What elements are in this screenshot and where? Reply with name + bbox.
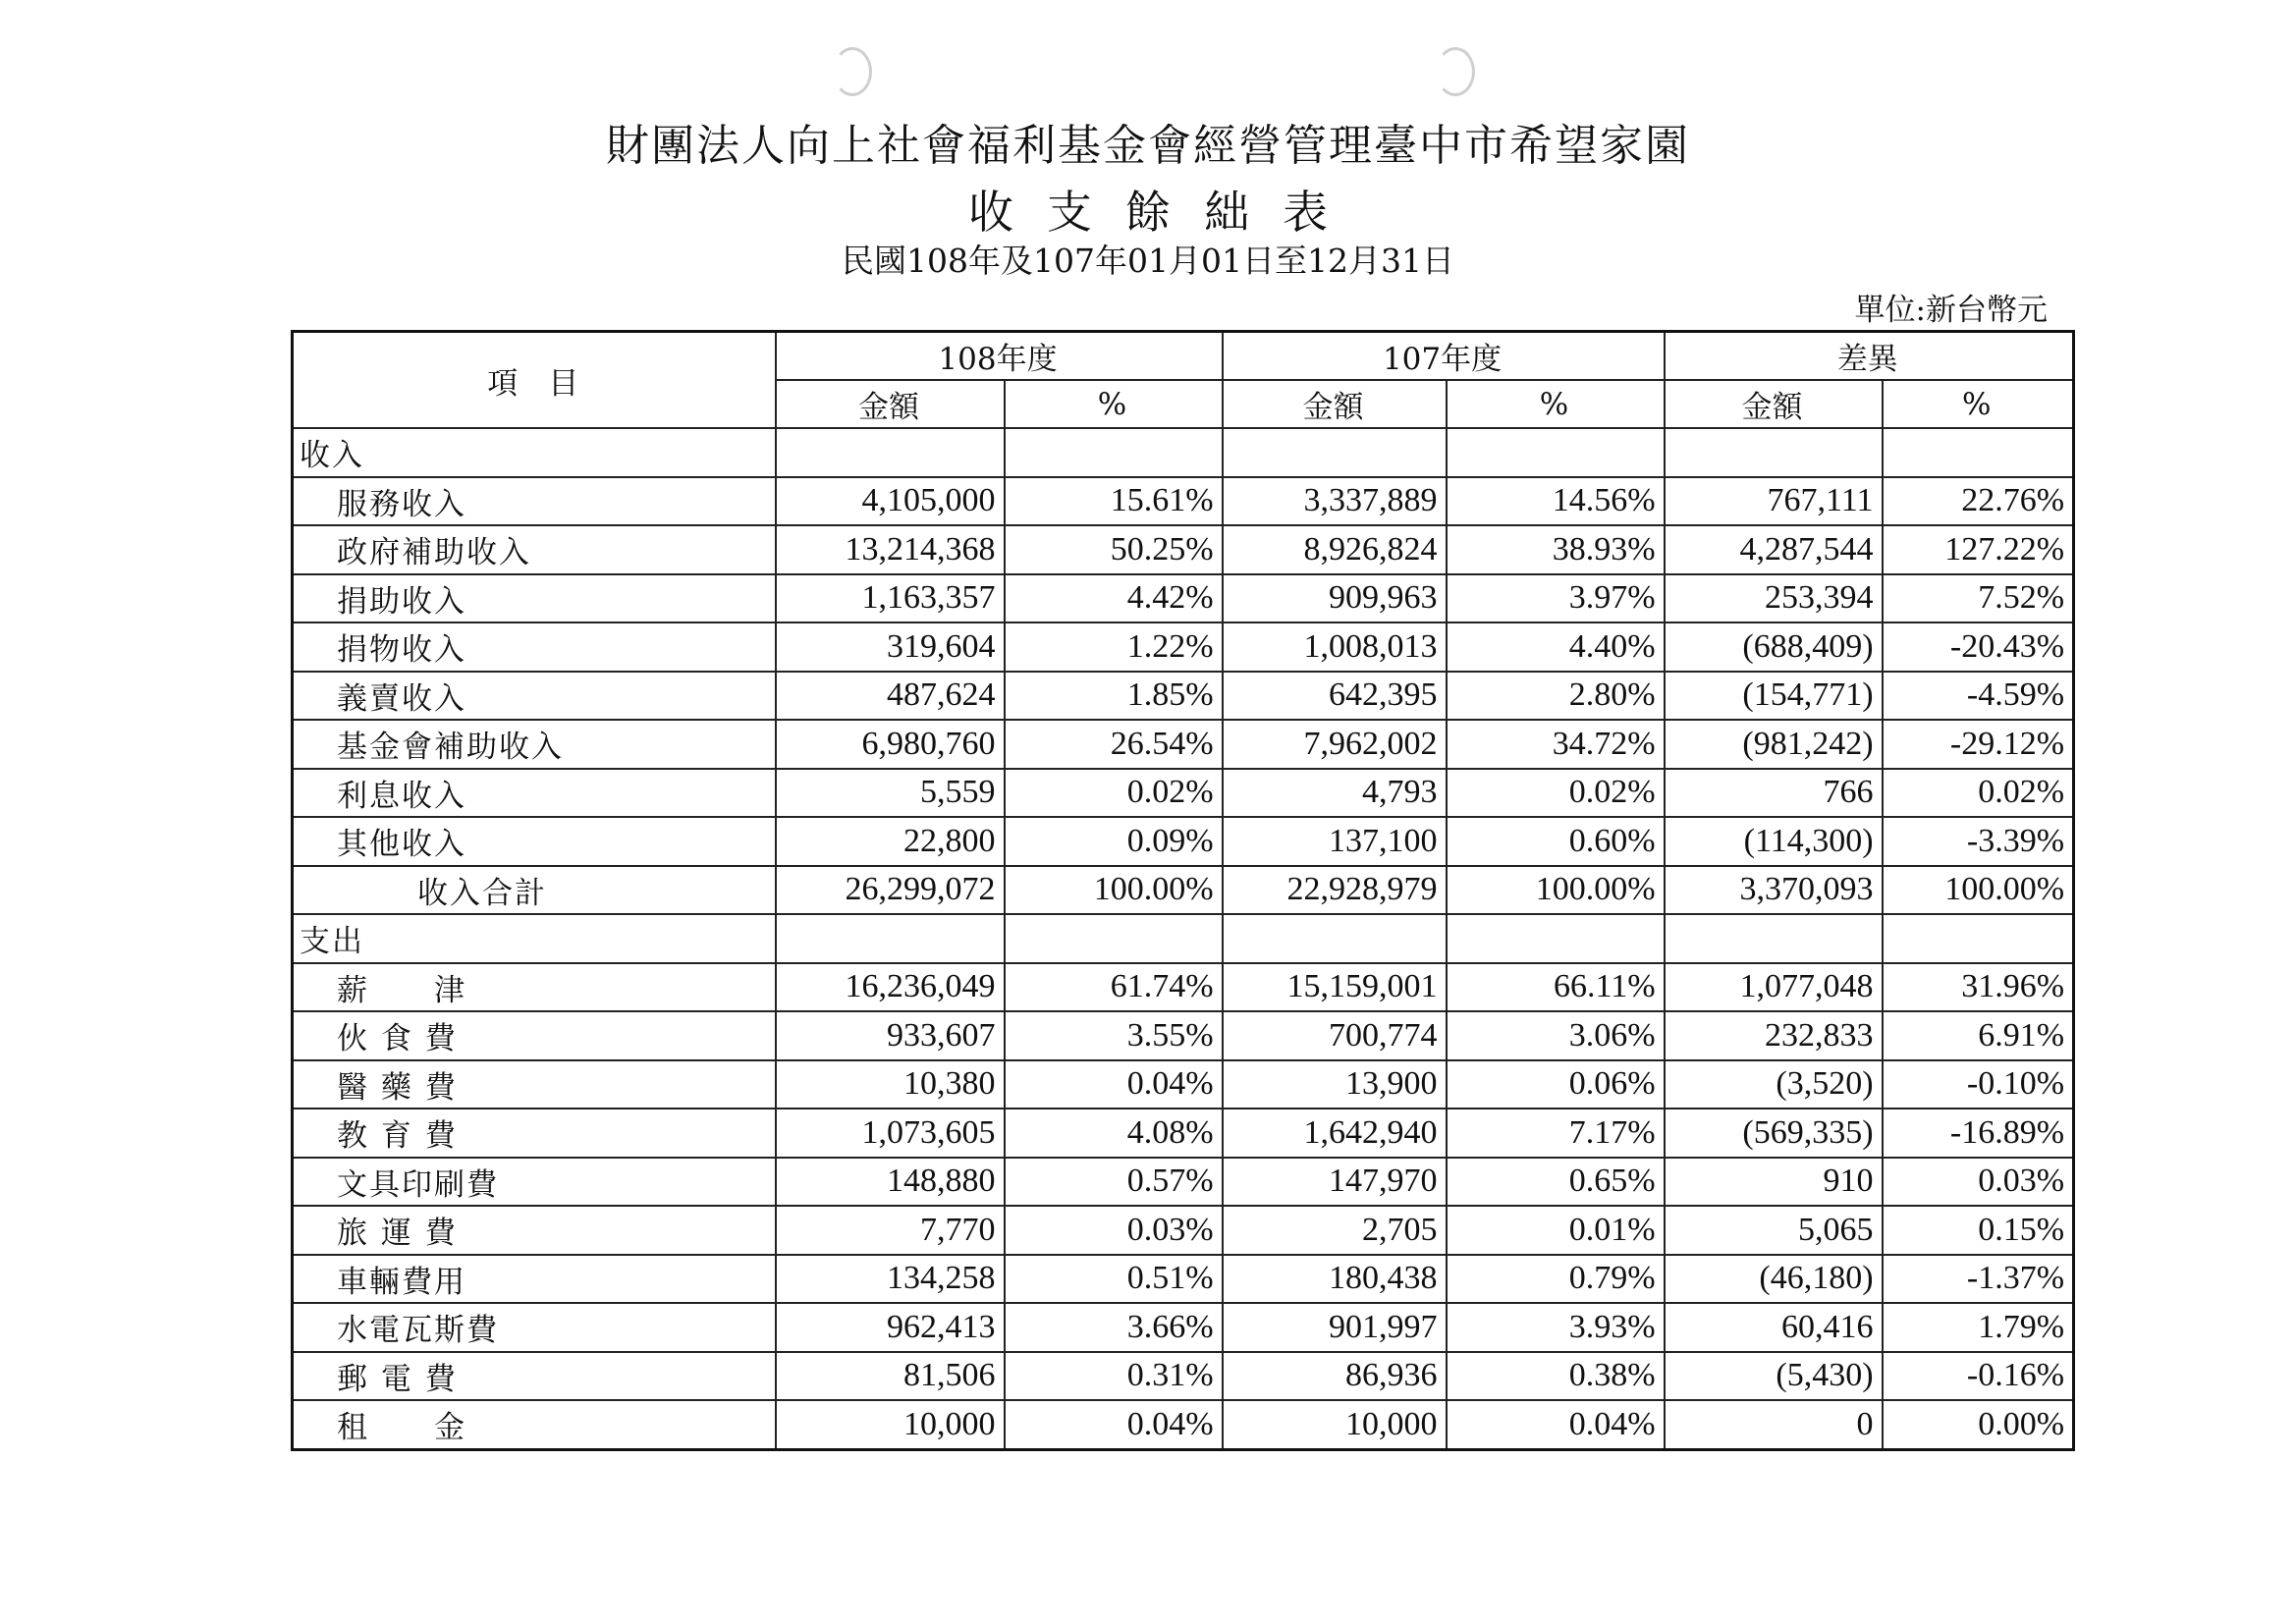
cell-amount-difference: 4,287,544 [1665, 525, 1883, 574]
cell-percent-108: 0.09% [1005, 817, 1223, 866]
cell-percent-107: 2.80% [1447, 672, 1665, 721]
cell-amount-107: 1,642,940 [1223, 1109, 1447, 1158]
cell-percent-108: 100.00% [1005, 866, 1223, 915]
cell-amount-difference: (114,300) [1665, 817, 1883, 866]
cell-amount-108: 10,380 [776, 1060, 1005, 1109]
row-label: 醫 藥 費 [293, 1060, 776, 1109]
section-row [293, 428, 2074, 477]
cell-percent-108: 0.02% [1005, 769, 1223, 818]
table-row [293, 1158, 2074, 1207]
cell-amount-difference: (154,771) [1665, 672, 1883, 721]
cell-percent-107: 0.60% [1447, 817, 1665, 866]
row-label: 教 育 費 [293, 1109, 776, 1158]
cell-amount-difference [1665, 428, 1883, 477]
table-row [293, 1255, 2074, 1304]
cell-amount-108: 319,604 [776, 622, 1005, 672]
cell-amount-difference: 767,111 [1665, 477, 1883, 526]
cell-amount-difference: (569,335) [1665, 1109, 1883, 1158]
cell-amount-108 [776, 914, 1005, 963]
organization-title: 財團法人向上社會福利基金會經營管理臺中市希望家園 [606, 121, 1690, 171]
cell-percent-107: 7.17% [1447, 1109, 1665, 1158]
cell-amount-107: 909,963 [1223, 574, 1447, 623]
cell-amount-107: 4,793 [1223, 769, 1447, 818]
cell-amount-108: 487,624 [776, 672, 1005, 721]
cell-amount-difference: 5,065 [1665, 1206, 1883, 1255]
row-label: 文具印刷費 [293, 1158, 776, 1207]
section-row [293, 914, 2074, 963]
cell-amount-108: 7,770 [776, 1206, 1005, 1255]
cell-amount-difference: (688,409) [1665, 622, 1883, 672]
cell-percent-difference: 1.79% [1883, 1303, 2074, 1352]
cell-amount-difference: 910 [1665, 1158, 1883, 1207]
cell-amount-107: 15,159,001 [1223, 963, 1447, 1012]
table-row [293, 1352, 2074, 1401]
cell-amount-108: 26,299,072 [776, 866, 1005, 915]
cell-amount-107 [1223, 914, 1447, 963]
cell-amount-108: 5,559 [776, 769, 1005, 818]
cell-percent-difference: 0.03% [1883, 1158, 2074, 1207]
cell-percent-107: 3.97% [1447, 574, 1665, 623]
cell-percent-107: 4.40% [1447, 622, 1665, 672]
cell-percent-difference: 0.00% [1883, 1400, 2074, 1449]
cell-percent-107: 0.01% [1447, 1206, 1665, 1255]
table-row [293, 574, 2074, 623]
cell-amount-108: 1,073,605 [776, 1109, 1005, 1158]
cell-percent-108: 1.85% [1005, 672, 1223, 721]
cell-amount-108: 148,880 [776, 1158, 1005, 1207]
group-header-107: 107年度 [1223, 332, 1665, 381]
cell-percent-difference: -0.10% [1883, 1060, 2074, 1109]
cell-percent-108: 50.25% [1005, 525, 1223, 574]
cell-percent-difference: -4.59% [1883, 672, 2074, 721]
punch-hole-right [1436, 47, 1475, 96]
cell-percent-108: 0.04% [1005, 1060, 1223, 1109]
table-row [293, 769, 2074, 818]
cell-amount-difference: (5,430) [1665, 1352, 1883, 1401]
cell-amount-108: 1,163,357 [776, 574, 1005, 623]
document-title: 收支餘絀表 [968, 186, 1361, 239]
row-label: 義賣收入 [293, 672, 776, 721]
cell-percent-108: 0.03% [1005, 1206, 1223, 1255]
cell-amount-difference: (981,242) [1665, 720, 1883, 769]
cell-percent-difference: 0.15% [1883, 1206, 2074, 1255]
cell-amount-107: 13,900 [1223, 1060, 1447, 1109]
cell-amount-107: 3,337,889 [1223, 477, 1447, 526]
cell-amount-107: 2,705 [1223, 1206, 1447, 1255]
cell-amount-108: 13,214,368 [776, 525, 1005, 574]
cell-percent-107 [1447, 914, 1665, 963]
cell-percent-108: 0.51% [1005, 1255, 1223, 1304]
cell-percent-107: 0.38% [1447, 1352, 1665, 1401]
row-label: 其他收入 [293, 817, 776, 866]
currency-unit: 單位:新台幣元 [1854, 293, 2048, 328]
cell-percent-difference: -1.37% [1883, 1255, 2074, 1304]
cell-amount-107: 1,008,013 [1223, 622, 1447, 672]
row-label: 基金會補助收入 [293, 720, 776, 769]
table-row [293, 1060, 2074, 1109]
table-row [293, 1206, 2074, 1255]
cell-amount-107: 137,100 [1223, 817, 1447, 866]
cell-percent-108: 15.61% [1005, 477, 1223, 526]
cell-percent-107: 0.06% [1447, 1060, 1665, 1109]
cell-amount-108: 962,413 [776, 1303, 1005, 1352]
table-row [293, 1303, 2074, 1352]
cell-percent-108: 3.55% [1005, 1011, 1223, 1060]
cell-amount-108: 16,236,049 [776, 963, 1005, 1012]
cell-percent-difference: 6.91% [1883, 1011, 2074, 1060]
cell-percent-difference: 127.22% [1883, 525, 2074, 574]
row-label: 車輛費用 [293, 1255, 776, 1304]
cell-amount-107: 7,962,002 [1223, 720, 1447, 769]
table-row [293, 817, 2074, 866]
cell-percent-107: 66.11% [1447, 963, 1665, 1012]
cell-percent-difference: 31.96% [1883, 963, 2074, 1012]
cell-percent-difference [1883, 428, 2074, 477]
cell-percent-108 [1005, 914, 1223, 963]
cell-amount-107: 642,395 [1223, 672, 1447, 721]
cell-percent-107: 14.56% [1447, 477, 1665, 526]
cell-percent-difference: 22.76% [1883, 477, 2074, 526]
row-label: 利息收入 [293, 769, 776, 818]
table-row [293, 1011, 2074, 1060]
cell-percent-difference [1883, 914, 2074, 963]
total-row [293, 866, 2074, 915]
reporting-period: 民國108年及107年01月01日至12月31日 [842, 242, 1454, 280]
cell-percent-108: 4.08% [1005, 1109, 1223, 1158]
sub-header-amount: 金額 [776, 380, 1005, 428]
cell-percent-108 [1005, 428, 1223, 477]
cell-percent-107: 0.02% [1447, 769, 1665, 818]
row-label: 服務收入 [293, 477, 776, 526]
income-statement-table [291, 330, 2075, 1451]
cell-percent-107: 0.79% [1447, 1255, 1665, 1304]
cell-percent-difference: -29.12% [1883, 720, 2074, 769]
row-label: 伙 食 費 [293, 1011, 776, 1060]
row-label: 捐助收入 [293, 574, 776, 623]
header-row-groups [293, 332, 2074, 381]
cell-amount-difference: 232,833 [1665, 1011, 1883, 1060]
sub-header-percent: % [1005, 380, 1223, 428]
row-label: 收入合計 [293, 866, 776, 915]
cell-amount-difference: 253,394 [1665, 574, 1883, 623]
cell-amount-107 [1223, 428, 1447, 477]
cell-amount-108: 933,607 [776, 1011, 1005, 1060]
cell-amount-difference: (3,520) [1665, 1060, 1883, 1109]
table-row [293, 720, 2074, 769]
cell-percent-difference: 0.02% [1883, 769, 2074, 818]
cell-percent-108: 0.57% [1005, 1158, 1223, 1207]
cell-amount-107: 10,000 [1223, 1400, 1447, 1449]
cell-amount-108: 22,800 [776, 817, 1005, 866]
cell-percent-difference: -20.43% [1883, 622, 2074, 672]
table-row [293, 672, 2074, 721]
table-row [293, 622, 2074, 672]
table-row [293, 525, 2074, 574]
sub-header-amount: 金額 [1665, 380, 1883, 428]
table-row [293, 477, 2074, 526]
cell-percent-108: 0.04% [1005, 1400, 1223, 1449]
row-label: 捐物收入 [293, 622, 776, 672]
cell-amount-difference: 0 [1665, 1400, 1883, 1449]
sub-header-amount: 金額 [1223, 380, 1447, 428]
cell-percent-107: 38.93% [1447, 525, 1665, 574]
cell-percent-108: 4.42% [1005, 574, 1223, 623]
cell-percent-108: 26.54% [1005, 720, 1223, 769]
cell-percent-difference: 100.00% [1883, 866, 2074, 915]
sub-header-percent: % [1883, 380, 2074, 428]
cell-percent-difference: 7.52% [1883, 574, 2074, 623]
cell-percent-107 [1447, 428, 1665, 477]
cell-amount-difference: 60,416 [1665, 1303, 1883, 1352]
cell-amount-108: 6,980,760 [776, 720, 1005, 769]
cell-percent-difference: -3.39% [1883, 817, 2074, 866]
cell-amount-108: 81,506 [776, 1352, 1005, 1401]
cell-percent-difference: -16.89% [1883, 1109, 2074, 1158]
table-row [293, 1109, 2074, 1158]
sub-header-percent: % [1447, 380, 1665, 428]
cell-percent-108: 61.74% [1005, 963, 1223, 1012]
cell-amount-difference: 3,370,093 [1665, 866, 1883, 915]
cell-amount-107: 180,438 [1223, 1255, 1447, 1304]
cell-amount-107: 901,997 [1223, 1303, 1447, 1352]
row-label: 水電瓦斯費 [293, 1303, 776, 1352]
cell-percent-107: 0.65% [1447, 1158, 1665, 1207]
punch-hole-left [833, 47, 872, 96]
cell-amount-difference: 766 [1665, 769, 1883, 818]
cell-amount-difference: 1,077,048 [1665, 963, 1883, 1012]
cell-amount-108: 4,105,000 [776, 477, 1005, 526]
cell-amount-107: 700,774 [1223, 1011, 1447, 1060]
row-label: 郵 電 費 [293, 1352, 776, 1401]
group-header-108: 108年度 [776, 332, 1223, 381]
item-column-header: 項 目 [293, 332, 776, 429]
cell-percent-difference: -0.16% [1883, 1352, 2074, 1401]
cell-amount-107: 86,936 [1223, 1352, 1447, 1401]
row-label: 薪 津 [293, 963, 776, 1012]
cell-percent-107: 0.04% [1447, 1400, 1665, 1449]
row-label: 收入 [293, 428, 776, 477]
cell-amount-108: 10,000 [776, 1400, 1005, 1449]
cell-amount-107: 22,928,979 [1223, 866, 1447, 915]
table-body [293, 428, 2074, 1449]
cell-amount-108: 134,258 [776, 1255, 1005, 1304]
cell-percent-107: 34.72% [1447, 720, 1665, 769]
table-row [293, 963, 2074, 1012]
row-label: 租 金 [293, 1400, 776, 1449]
row-label: 政府補助收入 [293, 525, 776, 574]
table-row [293, 1400, 2074, 1449]
cell-percent-107: 3.93% [1447, 1303, 1665, 1352]
cell-percent-107: 100.00% [1447, 866, 1665, 915]
group-header-difference: 差異 [1665, 332, 2074, 381]
cell-amount-108 [776, 428, 1005, 477]
cell-amount-difference [1665, 914, 1883, 963]
cell-percent-108: 0.31% [1005, 1352, 1223, 1401]
cell-amount-107: 8,926,824 [1223, 525, 1447, 574]
row-label: 旅 運 費 [293, 1206, 776, 1255]
cell-amount-difference: (46,180) [1665, 1255, 1883, 1304]
row-label: 支出 [293, 914, 776, 963]
cell-percent-107: 3.06% [1447, 1011, 1665, 1060]
cell-percent-108: 1.22% [1005, 622, 1223, 672]
cell-percent-108: 3.66% [1005, 1303, 1223, 1352]
cell-amount-107: 147,970 [1223, 1158, 1447, 1207]
